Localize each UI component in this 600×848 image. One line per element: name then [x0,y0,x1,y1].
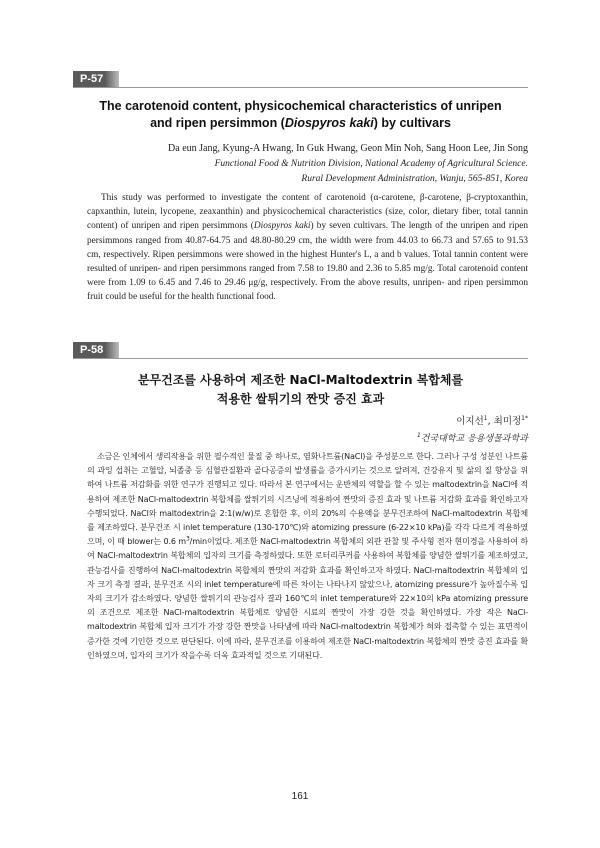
abstract-badge-p57: P-57 [73,71,119,88]
abstract-title-en: The carotenoid content, physicochemical characteristics of unripen and ripen persimmon (Diospyros kaki) by cultivars [99,99,502,130]
affiliation-en: Functional Food & Nutrition Division, National Academy of Agricultural Science. Rural Development Administration, Wanju, 565-851, Korea [214,159,528,184]
affiliation-ko: $^1$건국대학교 응용생물과학과 [416,432,528,444]
page-number: 161 [291,791,309,802]
abstract-body-ko: 소금은 인체에서 생리작용을 위한 필수적인 물질 중 하나로, 염화나트륨(NaCl)을 주성분으로 한다. 그러나 구성 성분인 나트륨의 과잉 섭취는 고혈압, 뇌졸중 등 심혈관질환과 골다공증의 발생률을 증가시키는 것으로 알려져, 건강유지 및 삶의 질 향상을 위하여 나트륨 저감화를 위한 연구가 진행되고 있다. 따라서 본 연구에서는 운반체의 역할을 할 수 있는 maltodextrin을 NaCl에 적용하여 제조한 NaCl-maltodextrin 복합체를 쌀튀기의 시즈닝에 적용하여 짠맛의 증진 효과 및 나트륨 저감화 효과를 확인하고자 수행되었다. NaCl와 maltodextrin을 2:1(w/w)로 혼합한 후, 이의 20%의 수용액을 분무건조하여 NaCl-maltodextrin 복합체를 제조하였다. 분무건조 시 inlet temperature (130-170℃)와 atomizing pressure (6-22×10 kPa)를 각각 다르게 적용하였으며, 이 때 blower는 0.6 $m^3/\min$이었다. 제조한 NaCl-maltodextrin 복합체의 외관 관찰 및 주사형 전자 현미경을 사용하여 하여 NaCl-maltodextrin 복합체의 입자의 크기를 측정하였다. 또한 로터리쿠커를 사용하여 복합체를 양념한 쌀튀기를 제조하였고, 관능검사를 진행하여 NaCl-maltodextrin 복합체의 짠맛의 저감화 효과를 확인하고자 하였다. NaCl-maltodextrin 복합체의 입자 크기 측정 결과, 분무건조 시의 inlet temperature에 따른 차이는 나타나지 않았으나, atomizing pressure가 높아질수록 입자의 크기가 감소하였다. 양념한 쌀튀기의 관능검사 결과 160℃의 inlet temperature와 22×10의 kPa atomizing pressure의 조건으로 제조한 NaCl-maltodextrin 복합체로 양념한 시료의 짠맛이 가장 강한 것을 확인하였다. 가장 작은 NaCl-maltodextrin 복합체 입자 크기가 가장 강한 짠맛을 나타냄에 따라 NaCl-maltodextrin 복합체가 혀와 접촉할 수 있는 표면적이 증가한 것에 기인한 것으로 판단된다. 이에 따라, 분무건조를 이용하여 제조한 NaCl-maltodextrin 복합체의 짠맛 증진 효과를 확인하였으며, 입자의 크기가 작을수록 더욱 효과적일 것으로 기대된다. [87,452,528,660]
abstract-title-ko: 분무건조를 사용하여 제조한 NaCl-Maltodextrin 복합체를 적용한 쌀튀기의 짠맛 증진 효과 [137,373,464,406]
section-divider [73,358,528,359]
author-list-ko: 이지선$^1$, 최미정$^{1*}$ [456,414,528,427]
section-divider [73,87,528,88]
abstract-body-en: This study was performed to investigate the content of carotenoid (α-carotene, β-carotene, β-cryptoxanthin, capxanthin, lutein, lycopene, zeaxanthin) and physicochemical characteristics (size, color, dietary fiber, total tannin content) of unripen and ripen persimmons (Diospyros kaki) by seven cultivars. The length of the unripen and ripen persimmons ranged from 40.87-64.75 and 48.80-80.29 cm, the width were from 44.03 to 66.73 and 57.65 to 91.53 cm, respectively. Ripen persimmons were showed in the highest Hunter's L, a and b values. Total tannin content were resulted of unripen- and ripen persimmons ranged from 7.58 to 19.80 and 2.36 to 5.85 mg/g. Total carotenoid content were from 1.09 to 6.45 and 7.46 to 29.46 μg/g, respectively. From the above results, unripen- and ripen persimmon fruit could be useful for the health functional food. [87,193,529,303]
author-list-en: Da eun Jang, Kyung-A Hwang, In Guk Hwang, Geon Min Noh, Sang Hoon Lee, Jin Song [168,143,528,154]
abstract-badge-p58: P-58 [73,342,119,359]
